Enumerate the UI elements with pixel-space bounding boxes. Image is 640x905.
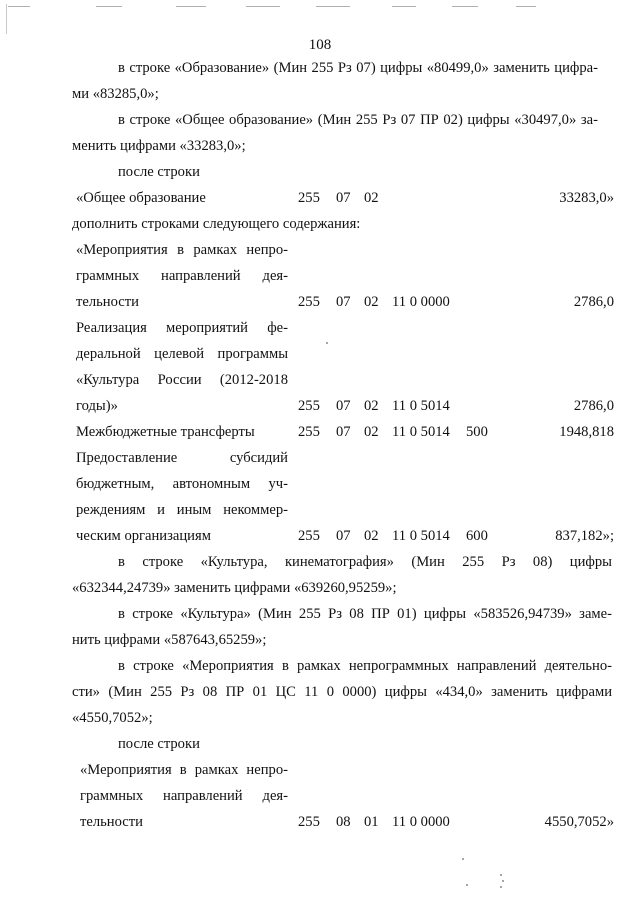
row-sum: 33283,0» [559, 190, 614, 206]
row-min: 255 [298, 190, 320, 206]
row-vr: 600 [466, 528, 488, 544]
row-rz: 07 [336, 190, 351, 206]
row-name-line: реждениям и иным некоммер- [76, 502, 288, 518]
para4-line1: в строке «Культура» (Мин 255 Рз 08 ПР 01) цифры «583526,94739» заме- [118, 606, 612, 622]
scan-edge-mark [6, 4, 7, 34]
row-name-line: бюджетным, автономным уч- [76, 476, 288, 492]
row-min: 255 [298, 424, 320, 440]
row-min: 255 [298, 814, 320, 830]
row-cs: 11 0 5014 [392, 528, 450, 544]
row-pr: 02 [364, 398, 379, 414]
supplement-label: дополнить строками следующего содержания: [72, 216, 361, 232]
page-number: 108 [308, 37, 332, 53]
row-cs: 11 0 0000 [392, 814, 450, 830]
scan-header-marks [0, 4, 640, 14]
para4-line2: нить цифрами «587643,65259»; [72, 632, 267, 648]
row-name-line: деральной целевой программы [76, 346, 288, 362]
row-sum: 2786,0 [573, 398, 614, 414]
para5-line3: «4550,7052»; [72, 710, 153, 726]
row-rz: 08 [336, 814, 351, 830]
row-min: 255 [298, 294, 320, 310]
row-name-line: граммных направлений дея- [80, 788, 288, 804]
row-name-line: «Мероприятия в рамках непро- [80, 762, 288, 778]
after-row-label: после строки [118, 164, 200, 180]
row-vr: 500 [466, 424, 488, 440]
row-cs: 11 0 0000 [392, 294, 450, 310]
para1-line2: ми «83285,0»; [72, 86, 159, 102]
row-sum: 1948,818 [559, 424, 614, 440]
row-name-line: тельности [80, 814, 143, 830]
row-name-line: годы)» [76, 398, 118, 414]
row-pr: 02 [364, 190, 379, 206]
para2-line1: в строке «Общее образование» (Мин 255 Рз 07 ПР 02) цифры «30497,0» за- [118, 112, 598, 128]
row-min: 255 [298, 398, 320, 414]
row-sum: 2786,0 [573, 294, 614, 310]
row-sum: 837,182»; [555, 528, 614, 544]
para5-line2: сти» (Мин 255 Рз 08 ПР 01 ЦС 11 0 0000) цифры «434,0» заменить цифрами [72, 684, 612, 700]
row-cs: 11 0 5014 [392, 398, 450, 414]
after-row-label: после строки [118, 736, 200, 752]
row-name-line: Реализация мероприятий фе- [76, 320, 288, 336]
row-name-line: «Мероприятия в рамках непро- [76, 242, 288, 258]
para1-line1: в строке «Образование» (Мин 255 Рз 07) цифры «80499,0» заменить цифра- [118, 60, 598, 76]
row-pr: 02 [364, 528, 379, 544]
row-min: 255 [298, 528, 320, 544]
para5-line1: в строке «Мероприятия в рамках непрограммных направлений деятельно- [118, 658, 612, 674]
row-pr: 02 [364, 424, 379, 440]
para2-line2: менить цифрами «33283,0»; [72, 138, 246, 154]
row-pr: 01 [364, 814, 379, 830]
para3-line1: в строке «Культура, кинематография» (Мин 255 Рз 08) цифры [118, 554, 612, 570]
row-name: «Общее образование [76, 190, 206, 206]
row-name-line: тельности [76, 294, 139, 310]
row-rz: 07 [336, 424, 351, 440]
row-rz: 07 [336, 398, 351, 414]
row-pr: 02 [364, 294, 379, 310]
row-cs: 11 0 5014 [392, 424, 450, 440]
para3-line2: «632344,24739» заменить цифрами «639260,95259»; [72, 580, 397, 596]
row-rz: 07 [336, 528, 351, 544]
row-name-line: «Культура России (2012-2018 [76, 372, 288, 388]
row-name-line: Межбюджетные трансферты [76, 424, 255, 440]
row-name-line: граммных направлений дея- [76, 268, 288, 284]
row-rz: 07 [336, 294, 351, 310]
row-name-line: ческим организациям [76, 528, 211, 544]
row-sum: 4550,7052» [544, 814, 614, 830]
row-name-line: Предоставление субсидий [76, 450, 288, 466]
